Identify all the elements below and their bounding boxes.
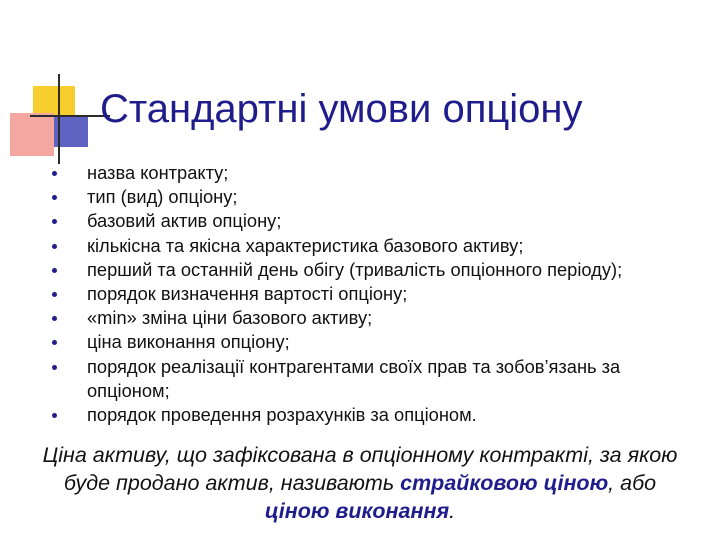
list-item-text: кількісна та якісна характеристика базового активу; xyxy=(87,234,524,256)
list-item-text: перший та останній день обігу (тривалість опціонного періоду); xyxy=(87,258,623,280)
slide-title: Стандартні умови опціону xyxy=(100,87,583,131)
note-text-3: . xyxy=(449,499,456,523)
list-item xyxy=(0,161,720,185)
list-item-text: порядок реалізації контрагентами своїх прав та зобов’язань за опціоном; xyxy=(87,355,621,401)
list-item-text: порядок визначення вартості опціону; xyxy=(87,283,408,305)
bullet-icon xyxy=(52,340,57,345)
note-text-2: , або xyxy=(608,471,657,495)
conditions-list xyxy=(0,161,720,427)
bullet-icon xyxy=(52,365,57,370)
list-item xyxy=(0,234,720,258)
list-item-text: «min» зміна ціни базового активу; xyxy=(87,307,373,329)
definition-note xyxy=(30,441,690,525)
bullet-icon xyxy=(52,195,57,200)
list-item xyxy=(0,209,720,233)
bullet-icon xyxy=(52,219,57,224)
list-item xyxy=(0,185,720,209)
logo-line-vertical xyxy=(58,74,60,164)
list-item-text: назва контракту; xyxy=(87,162,229,183)
bullet-icon xyxy=(52,316,57,321)
list-item xyxy=(0,355,720,403)
logo-square-pink xyxy=(10,113,54,156)
list-item-text: ціна виконання опціону; xyxy=(87,331,290,353)
list-item-text: тип (вид) опціону; xyxy=(87,186,238,208)
logo-line-horizontal xyxy=(30,115,110,117)
list-item xyxy=(0,258,720,282)
note-term-strike-price: страйковою ціною xyxy=(400,471,609,495)
bullet-icon xyxy=(52,413,57,418)
list-item xyxy=(0,282,720,306)
list-item-text: базовий актив опціону; xyxy=(87,210,282,232)
bullet-icon xyxy=(52,292,57,297)
note-text-1: Ціна активу, що зафіксована в опціонному контракті, за якою буде продано актив, називають xyxy=(42,443,678,495)
list-item-text: порядок проведення розрахунків за опціоном. xyxy=(87,404,477,426)
bullet-icon xyxy=(52,171,57,176)
bullet-icon xyxy=(52,244,57,249)
list-item xyxy=(0,330,720,354)
bullet-icon xyxy=(52,268,57,273)
list-item xyxy=(0,403,720,427)
note-term-exercise-price: ціною виконання xyxy=(264,499,450,523)
list-item xyxy=(0,306,720,330)
